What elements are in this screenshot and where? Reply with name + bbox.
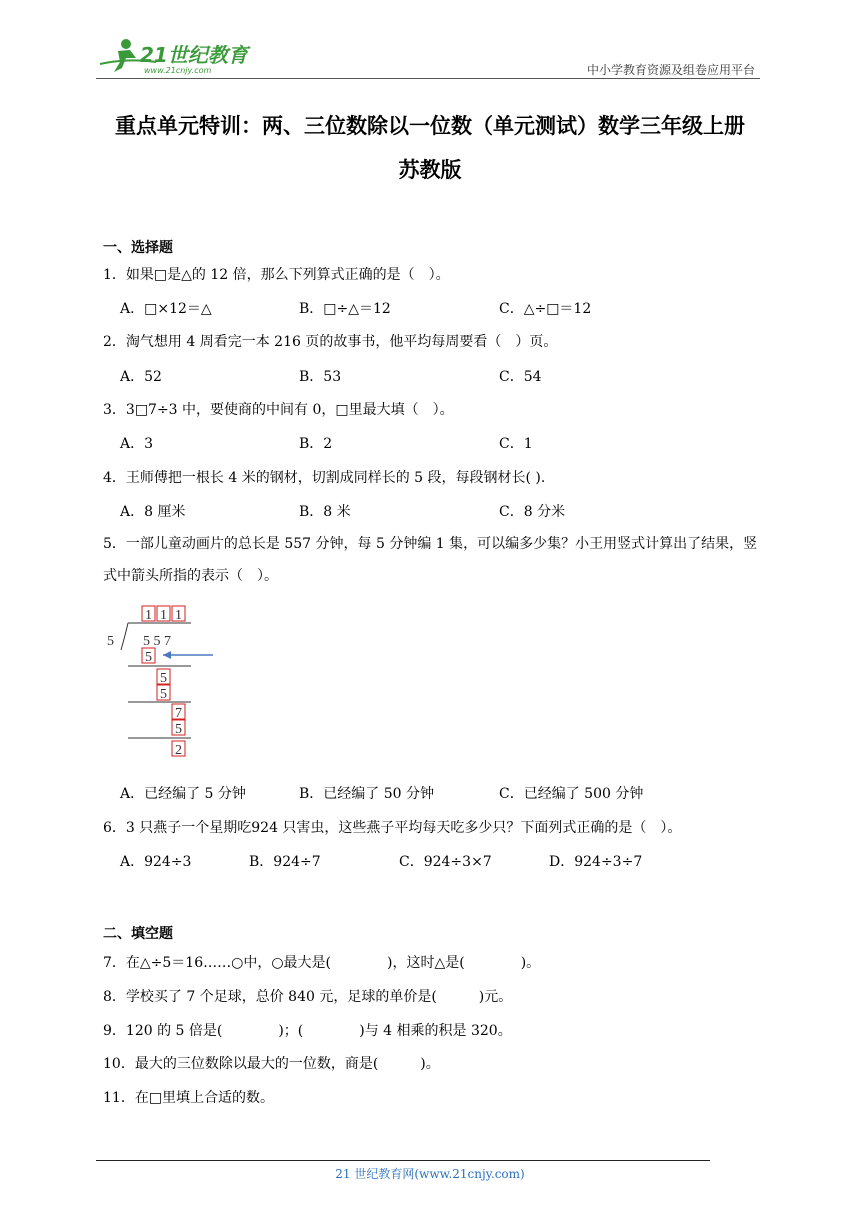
section-heading-choice: 一、选择题 [103, 240, 173, 256]
q2-option-b: B．53 [299, 369, 342, 385]
q3-option-b: B．2 [299, 436, 333, 452]
q4-option-a: A．8 厘米 [120, 504, 186, 520]
q2-option-c: C．54 [499, 369, 542, 385]
q5-option-a: A．已经编了 5 分钟 [120, 786, 246, 802]
logo-sub: www.21cnjy.com [144, 66, 212, 75]
q1-option-a: A．□×12＝△ [120, 301, 212, 317]
section-heading-fill: 二、填空题 [103, 926, 173, 942]
q4-option-b: B．8 米 [299, 504, 351, 520]
q6-option-c: C．924÷3×7 [399, 854, 492, 870]
quotient-digit-3: 1 [175, 608, 182, 623]
q6-option-b: B．924÷7 [249, 854, 321, 870]
q1-option-b: B．□÷△＝12 [299, 301, 391, 317]
footer-divider [96, 1160, 710, 1161]
question-8: 8．学校买了 7 个足球，总价 840 元，足球的单价是( )元。 [103, 989, 513, 1005]
page-title-line1: 重点单元特训：两、三位数除以一位数（单元测试）数学三年级上册 [115, 114, 745, 138]
question-7: 7．在△÷5＝16……○中，○最大是( )，这时△是( )。 [103, 955, 541, 971]
divisor: 5 [107, 634, 114, 649]
question-3: 3．3□7÷3 中，要使商的中间有 0，□里最大填（ ）。 [103, 402, 454, 418]
quotient-digit-2: 1 [160, 608, 167, 623]
q5-option-c: C．已经编了 500 分钟 [499, 786, 644, 802]
header-divider [96, 78, 760, 79]
quotient-digit-1: 1 [145, 608, 152, 623]
question-9: 9．120 的 5 倍是( )；( )与 4 相乘的积是 320。 [103, 1023, 512, 1039]
step-digit-2: 5 [160, 671, 167, 686]
q1-option-c: C．△÷□＝12 [499, 301, 592, 317]
runner-icon [96, 36, 256, 76]
question-4: 4．王师傅把一根长 4 米的钢材，切割成同样长的 5 段，每段钢材长( ). [103, 470, 546, 486]
question-10: 10．最大的三位数除以最大的一位数，商是( )。 [103, 1056, 440, 1072]
q6-option-d: D．924÷3÷7 [549, 854, 643, 870]
q3-option-c: C．1 [499, 436, 533, 452]
question-6: 6．3 只燕子一个星期吃924 只害虫，这些燕子平均每天吃多少只？下面列式正确的是（ ）。 [103, 820, 682, 836]
step-digit-4: 7 [175, 706, 182, 721]
step-digit-5: 5 [175, 722, 182, 737]
question-5: 5．一部儿童动画片的总长是 557 分钟，每 5 分钟编 1 集，可以编多少集？小王用竖式计算出了结果，竖式中箭头所指的表示（ ）。 [103, 536, 758, 584]
q4-option-c: C．8 分米 [499, 504, 566, 520]
step-digit-3: 5 [160, 687, 167, 702]
step-digit-6: 2 [175, 743, 182, 758]
q6-option-a: A．924÷3 [120, 854, 192, 870]
long-division-figure [103, 598, 223, 768]
question-2: 2．淘气想用 4 周看完一本 216 页的故事书，他平均每周要看（ ）页。 [103, 334, 558, 350]
dividend: 5 5 7 [143, 634, 171, 649]
question-11: 11．在□里填上合适的数。 [103, 1090, 275, 1106]
q3-option-a: A．3 [120, 436, 154, 452]
page-title-line2: 苏教版 [398, 158, 462, 182]
footer-text[interactable]: 21 世纪教育网(www.21cnjy.com) [335, 1167, 525, 1181]
logo [96, 36, 256, 76]
q5-option-b: B．已经编了 50 分钟 [299, 786, 435, 802]
q2-option-a: A．52 [120, 369, 162, 385]
question-1: 1．如果□是△的 12 倍，那么下列算式正确的是（ ）。 [103, 267, 450, 283]
logo-text: 21世纪教育 [140, 43, 248, 67]
header-platform-text: 中小学教育资源及组卷应用平台 [586, 63, 755, 77]
step-digit-1: 5 [145, 650, 152, 665]
